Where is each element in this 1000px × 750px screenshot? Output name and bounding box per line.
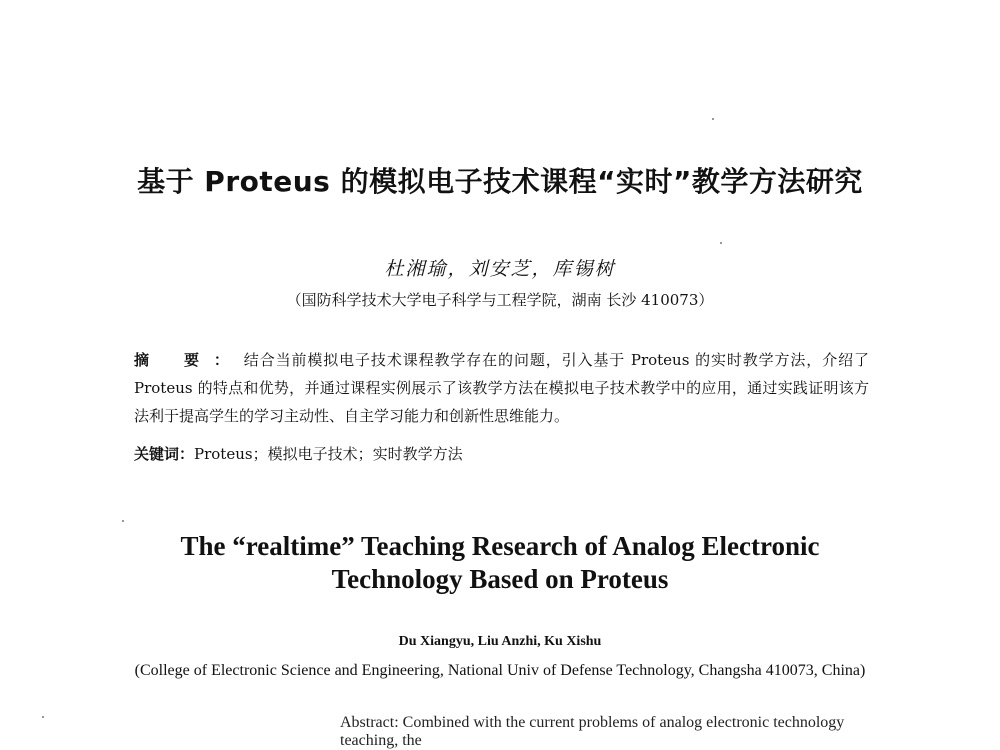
english-title-line-2: Technology Based on Proteus — [331, 564, 669, 594]
scan-speck — [712, 118, 714, 120]
english-affiliation: (College of Electronic Science and Engineering, National Univ of Defense Technology, Changsha 410073, China) — [134, 662, 866, 679]
chinese-authors: 杜湘瑜，刘安芝，库锡树 — [384, 258, 616, 280]
chinese-title: 基于 Proteus 的模拟电子技术课程“实时”教学方法研究 — [137, 165, 863, 198]
english-title-line-1: The “realtime” Teaching Research of Analog Electronic — [180, 531, 820, 561]
keywords-text: Proteus；模拟电子技术；实时教学方法 — [194, 445, 463, 463]
english-authors: Du Xiangyu, Liu Anzhi, Ku Xishu — [398, 634, 602, 649]
english-abstract-cut-line: Abstract: Combined with the current problems of analog electronic technology teaching, the — [340, 714, 845, 749]
scan-speck — [720, 242, 722, 244]
english-title — [0, 530, 1000, 596]
chinese-affiliation: （国防科学技术大学电子科学与工程学院，湖南 长沙 410073） — [286, 291, 714, 309]
chinese-abstract — [134, 346, 869, 430]
keywords-label: 关键词： — [134, 445, 195, 463]
chinese-keywords — [134, 440, 869, 468]
scan-speck — [42, 716, 44, 718]
abstract-text: 结合当前模拟电子技术课程教学存在的问题，引入基于 Proteus 的实时教学方法，介绍了 Proteus 的特点和优势，并通过课程实例展示了该教学方法在模拟电子技术教学中的应用，通过实践证明该方法利于提高学生的学习主动性、自主学习能力和创新性思维能力。 — [134, 351, 869, 425]
abstract-label: 摘 要： — [134, 351, 244, 369]
scan-speck — [122, 520, 124, 522]
